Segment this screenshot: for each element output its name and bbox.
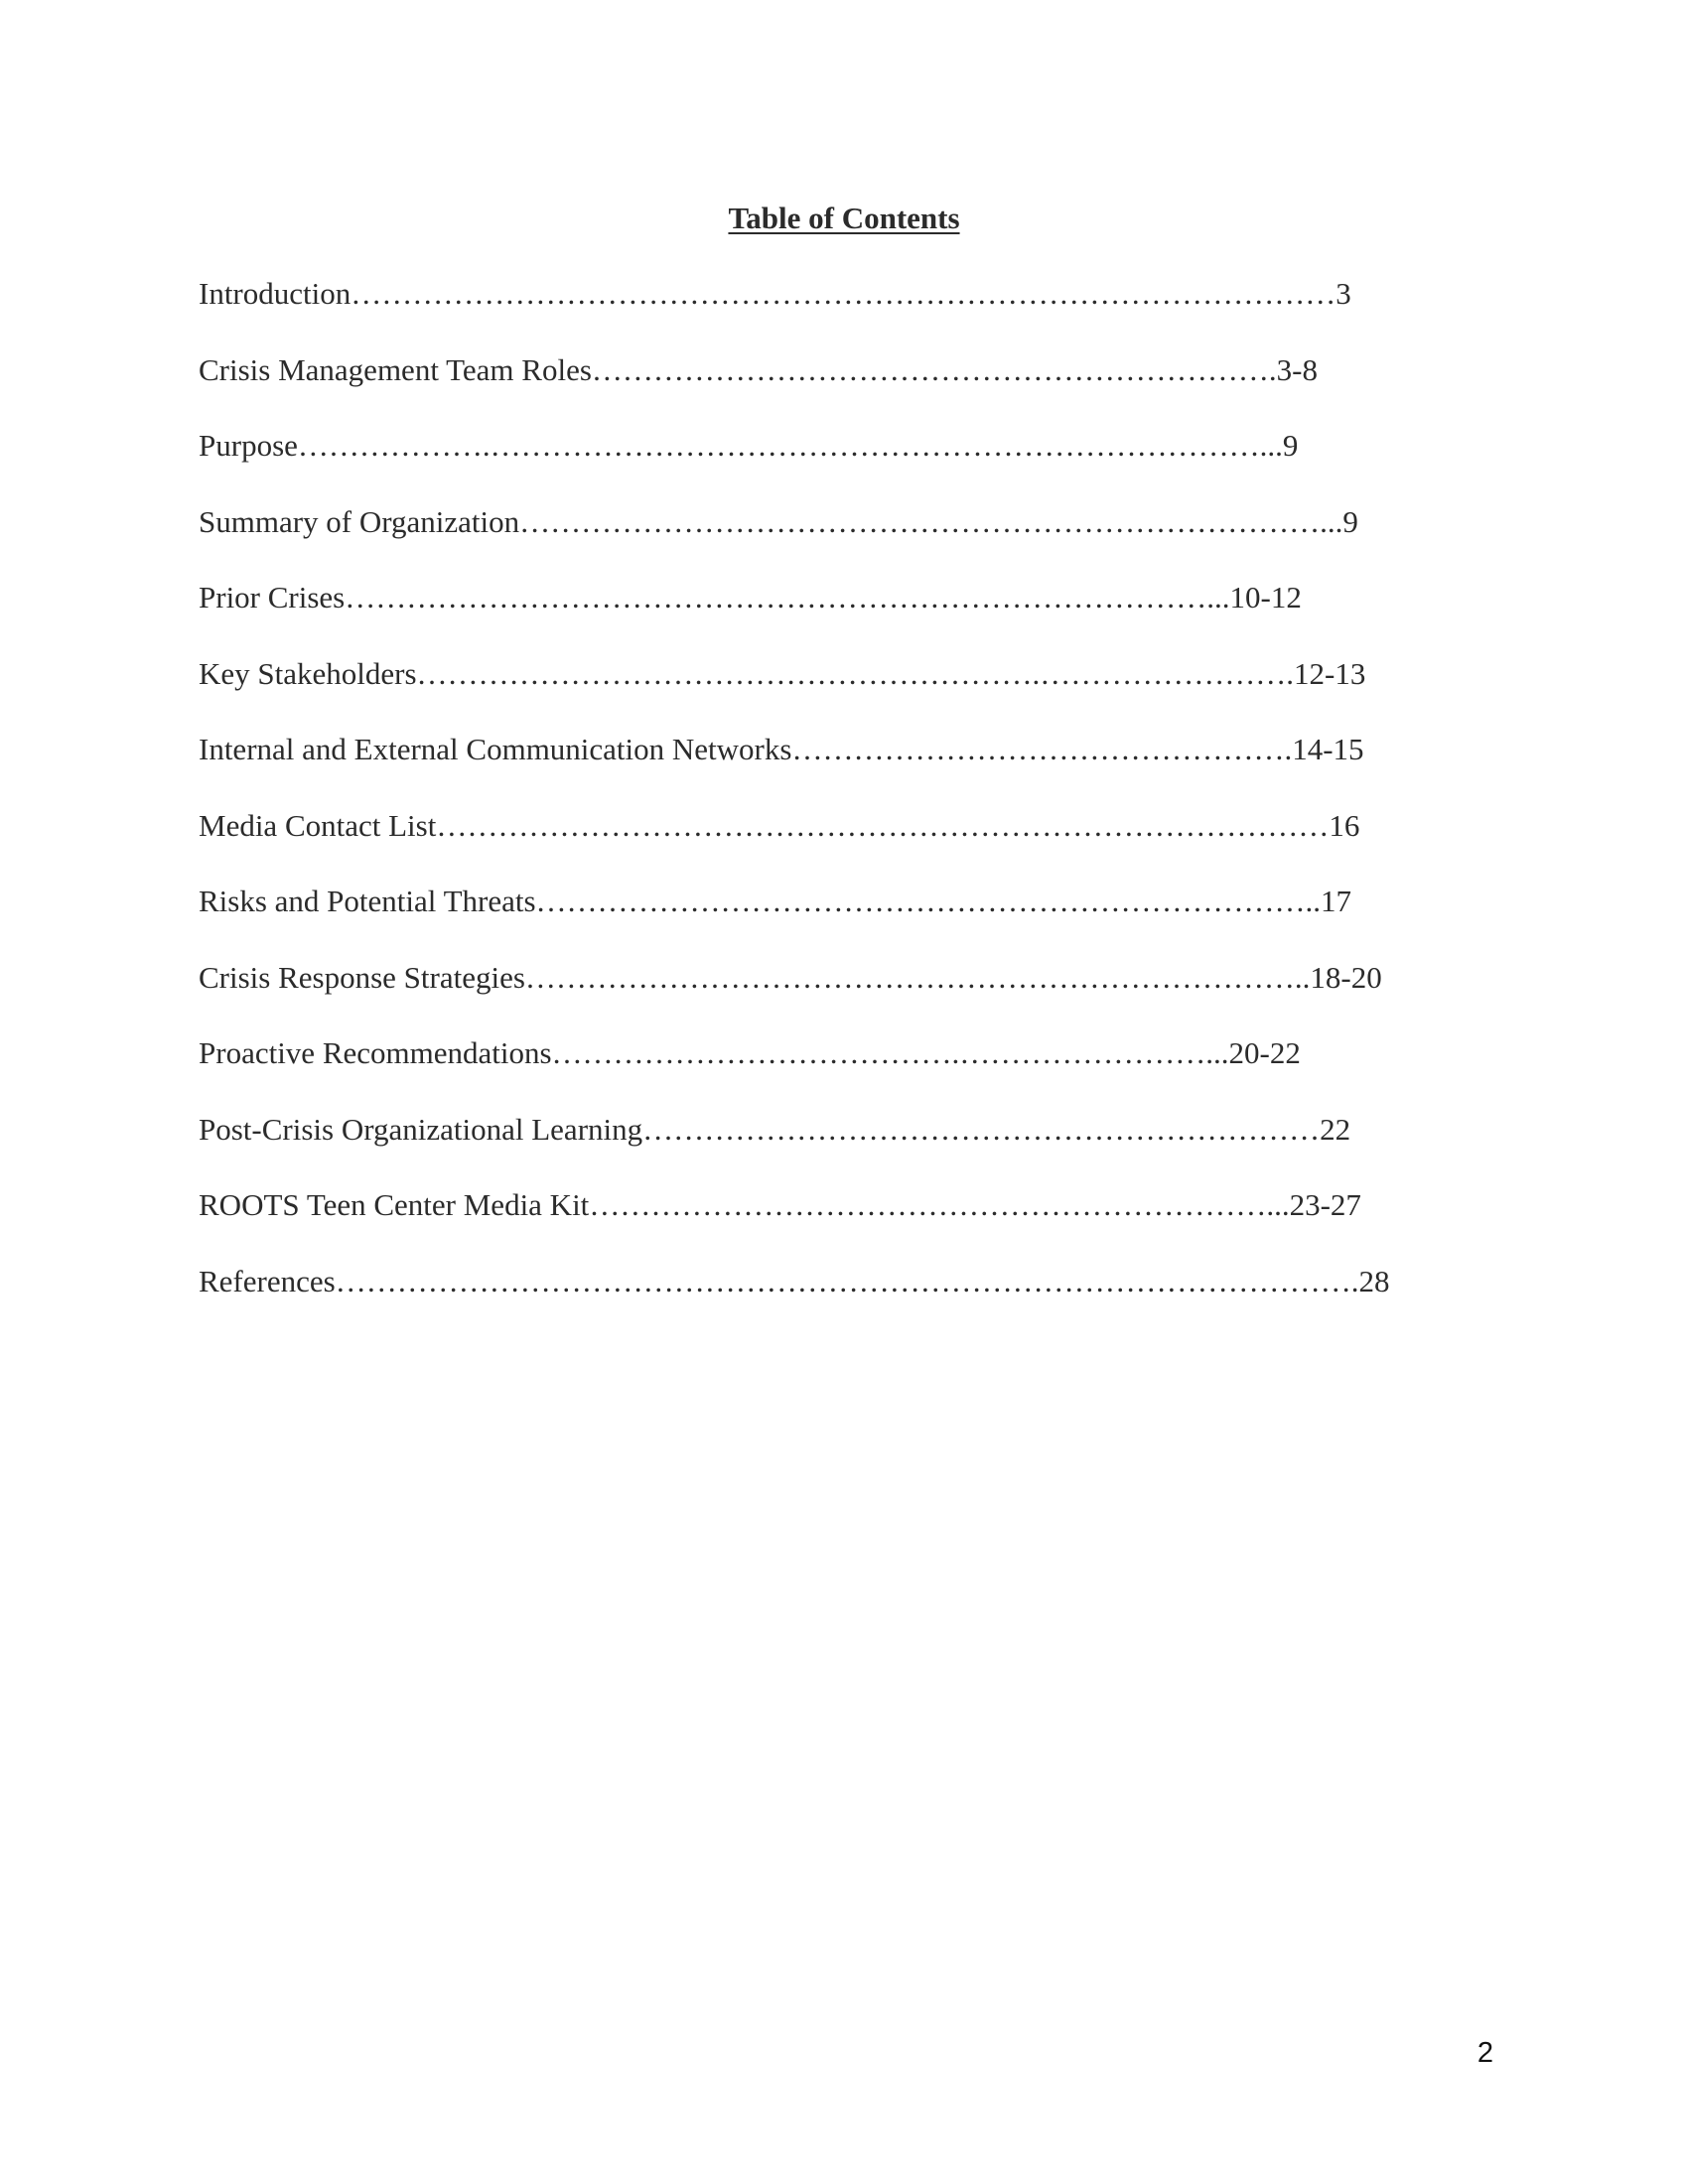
toc-entry-pages: 20-22 bbox=[1228, 1035, 1301, 1070]
toc-entry-crisis-management-team-roles bbox=[199, 348, 1509, 425]
toc-entry-leader: …………………………………………………………………………………… bbox=[351, 276, 1336, 311]
toc-entry-references bbox=[199, 1260, 1509, 1336]
toc-entry-introduction bbox=[199, 272, 1509, 348]
toc-entry-pages: 3 bbox=[1336, 276, 1351, 311]
toc-entry-key-stakeholders bbox=[199, 652, 1509, 729]
toc-entry-leader: ………………………………….……………………... bbox=[551, 1035, 1229, 1070]
toc-entry-label: Proactive Recommendations bbox=[199, 1035, 552, 1070]
toc-entry-leader: …………………………………………………….……………………. bbox=[416, 655, 1295, 691]
toc-entry-leader: ………………………………………………………………….. bbox=[535, 884, 1322, 918]
toc-entry-pages: 12-13 bbox=[1294, 655, 1366, 691]
toc-entry-leader: ………………………………………………………………….. bbox=[524, 959, 1311, 995]
toc-entry-pages: 16 bbox=[1329, 807, 1360, 843]
toc-entry-pages: 9 bbox=[1342, 503, 1358, 539]
toc-entry-pages: 17 bbox=[1321, 884, 1352, 918]
toc-entry-pages: 22 bbox=[1320, 1111, 1351, 1147]
toc-entry-leader: ……………………………………………………………………... bbox=[519, 503, 1343, 539]
toc-entry-label: Media Contact List bbox=[199, 807, 437, 843]
toc-entry-label: Crisis Management Team Roles bbox=[199, 351, 592, 387]
toc-entry-media-kit bbox=[199, 1183, 1509, 1260]
toc-entry-pages: 18-20 bbox=[1310, 959, 1382, 995]
toc-entry-pages: 23-27 bbox=[1289, 1187, 1361, 1222]
toc-entry-post-crisis-learning bbox=[199, 1108, 1509, 1184]
toc-entry-label: References bbox=[199, 1263, 336, 1298]
toc-entry-label: Prior Crises bbox=[199, 580, 346, 614]
toc-entry-crisis-response-strategies bbox=[199, 956, 1509, 1032]
toc-entry-label: Key Stakeholders bbox=[199, 655, 417, 691]
toc-entry-media-contact-list bbox=[199, 804, 1509, 881]
toc-entry-label: Summary of Organization bbox=[199, 503, 520, 539]
toc-entry-pages: 14-15 bbox=[1292, 732, 1364, 766]
page-title: Table of Contents bbox=[728, 201, 960, 235]
toc-entry-prior-crises bbox=[199, 576, 1509, 652]
toc-entry-label: Purpose bbox=[199, 428, 298, 463]
toc-list bbox=[199, 272, 1509, 1335]
toc-entry-leader: …………………………………………. bbox=[791, 732, 1293, 766]
toc-entry-risks-and-threats bbox=[199, 880, 1509, 956]
toc-entry-communication-networks bbox=[199, 728, 1509, 804]
toc-entry-proactive-recommendations bbox=[199, 1031, 1509, 1108]
toc-entry-label: Introduction bbox=[199, 276, 352, 311]
toc-entry-leader: …………………………………………………………………………… bbox=[436, 807, 1330, 843]
page-number: 2 bbox=[1477, 2037, 1493, 2069]
toc-entry-summary-of-organization bbox=[199, 500, 1509, 577]
toc-entry-pages: 9 bbox=[1282, 428, 1299, 463]
toc-entry-purpose bbox=[199, 424, 1509, 500]
toc-entry-label: Internal and External Communication Networks bbox=[199, 732, 792, 766]
toc-entry-pages: 28 bbox=[1358, 1263, 1390, 1298]
toc-entry-pages: 3-8 bbox=[1276, 351, 1318, 387]
toc-entry-leader: …………………………………………………………………………... bbox=[345, 580, 1230, 614]
toc-entry-leader: ……………….…………………………………………………………………... bbox=[297, 428, 1283, 463]
toc-entry-pages: 10-12 bbox=[1229, 580, 1302, 614]
toc-entry-leader: ………………………………………………………………………………………. bbox=[335, 1263, 1359, 1298]
toc-entry-leader: …………………………………………………………... bbox=[589, 1187, 1290, 1222]
toc-entry-label: Risks and Potential Threats bbox=[199, 884, 536, 918]
toc-entry-label: Post-Crisis Organizational Learning bbox=[199, 1111, 643, 1147]
toc-entry-label: Crisis Response Strategies bbox=[199, 959, 525, 995]
toc-entry-label: ROOTS Teen Center Media Kit bbox=[199, 1187, 590, 1222]
toc-entry-leader: ………………………………………………………… bbox=[642, 1111, 1321, 1147]
toc-entry-leader: …………………………………………………………. bbox=[591, 351, 1277, 387]
